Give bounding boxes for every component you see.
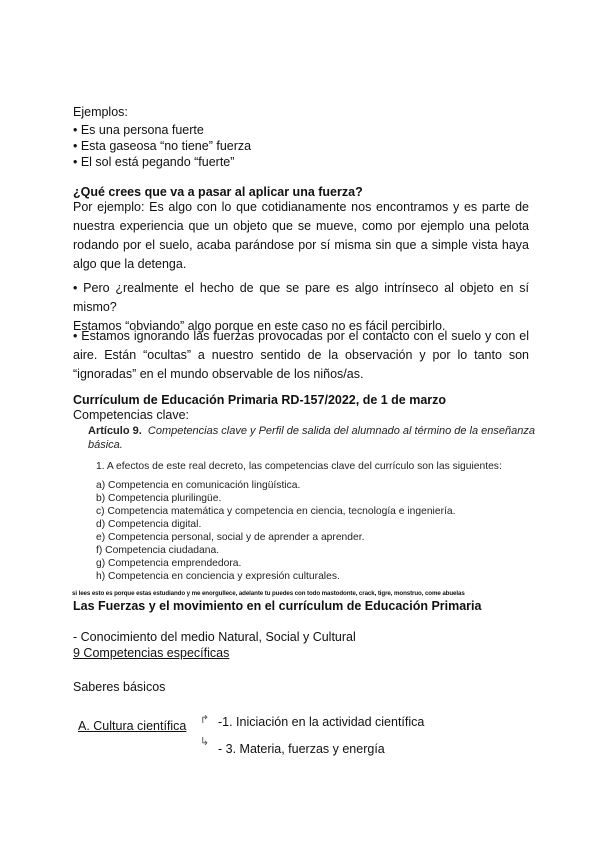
paragraph-line: • Pero ¿realmente el hecho de que se pare es algo intrínseco al objeto en sí mismo?	[73, 281, 529, 314]
paragraph-line: Estamos “obviando” algo porque en este caso no es fácil percibirlo.	[73, 319, 446, 333]
paragraph-line: “ignoradas” en el mundo observable de los niños/as.	[73, 367, 364, 381]
question-paragraph-1	[73, 198, 529, 274]
saberes-basicos: Saberes básicos	[73, 680, 166, 694]
article-heading	[88, 424, 535, 452]
article-screenshot	[88, 424, 548, 584]
competence-item: f) Competencia ciudadana.	[96, 545, 220, 556]
competence-item: d) Competencia digital.	[96, 519, 202, 530]
curriculum-title: Currículum de Educación Primaria RD-157/2022, de 1 de marzo	[73, 393, 447, 407]
paragraph-line: algo que la detenga.	[73, 257, 187, 271]
example-item: • Esta gaseosa “no tiene” fuerza	[73, 139, 252, 153]
competence-item: g) Competencia emprendedora.	[96, 558, 242, 569]
competence-item: a) Competencia en comunicación lingüística.	[96, 480, 301, 491]
question-paragraph-3	[73, 327, 529, 384]
competence-item: c) Competencia matemática y competencia en ciencia, tecnología e ingeniería.	[96, 506, 456, 517]
paragraph-line: rodando por el suelo, acaba parándose por sí misma sin que a simple vista haya	[73, 238, 529, 252]
article-title-cont: básica.	[88, 439, 123, 451]
paragraph-line: nuestra experiencia que un objeto que se mueve, como por ejemplo una pelota	[73, 219, 529, 233]
paragraph-line: aire. Están “ocultas” a nuestro sentido de la observación y por lo tanto son	[73, 348, 529, 362]
competence-item: b) Competencia plurilingüe.	[96, 493, 222, 504]
example-item: • El sol está pegando “fuerte”	[73, 155, 235, 169]
competence-item: e) Competencia personal, social y de aprender a aprender.	[96, 532, 365, 543]
example-item: • Es una persona fuerte	[73, 123, 204, 137]
competence-item: h) Competencia en conciencia y expresión culturales.	[96, 571, 340, 582]
cultura-cientifica: A. Cultura científica	[78, 719, 187, 733]
article-title: Competencias clave y Perfil de salida del alumnado al término de la enseñanza	[147, 425, 535, 437]
saberes-sub-1: -1. Iniciación en la actividad científica	[218, 715, 425, 729]
article-label: Artículo 9.	[88, 425, 142, 437]
forces-line-1: - Conocimiento del medio Natural, Social y Cultural	[73, 630, 356, 644]
question-title: ¿Qué crees que va a pasar al aplicar una fuerza?	[73, 185, 363, 199]
curriculum-subtitle: Competencias clave:	[73, 408, 190, 422]
forces-line-2: 9 Competencias específicas	[73, 646, 230, 660]
forces-title: Las Fuerzas y el movimiento en el currículum de Educación Primaria	[73, 599, 482, 613]
paragraph-line: • Estamos ignorando las fuerzas provocadas por el contacto con el suelo y con el	[73, 329, 529, 343]
saberes-sub-2: - 3. Materia, fuerzas y energía	[218, 742, 385, 756]
examples-heading: Ejemplos:	[73, 105, 128, 119]
paragraph-line: Por ejemplo: Es algo con lo que cotidianamente nos encontramos y es parte de	[73, 200, 529, 214]
arrow-up-right-icon: ↱	[200, 714, 210, 726]
article-intro: 1. A efectos de este real decreto, las competencias clave del currículo son las siguientes:	[96, 461, 502, 472]
tiny-note: si lees esto es porque estas estudiando y me enorgullece, adelante tu puedes con todo mastodonte, crack, tigre, monstruo, come abuelas	[72, 590, 465, 597]
arrow-down-right-icon: ↳	[200, 736, 210, 748]
